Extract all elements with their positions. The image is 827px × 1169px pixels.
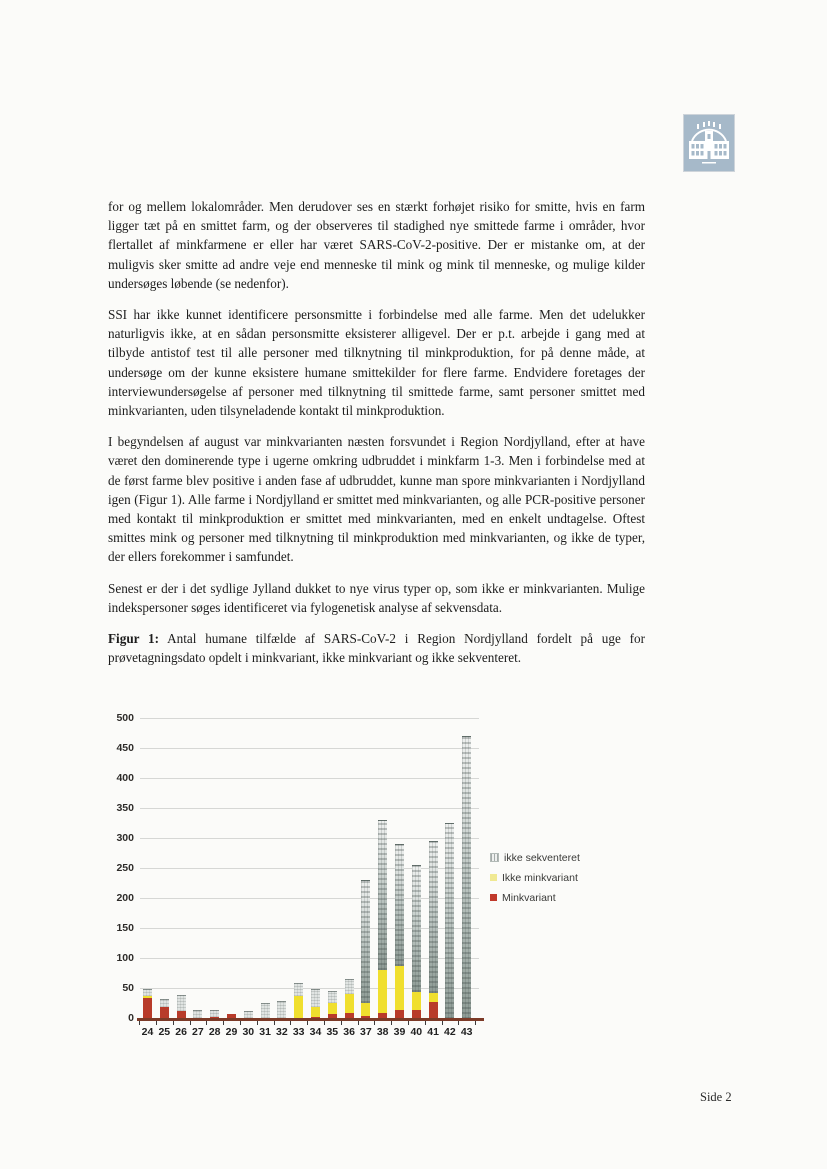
- ssi-building-logo: [684, 115, 734, 171]
- chart-legend: [490, 851, 580, 911]
- x-axis-tick-label: 41: [427, 1026, 439, 1038]
- legend-label: Ikke minkvariant: [502, 871, 578, 884]
- x-axis-tick-label: 38: [376, 1026, 389, 1038]
- x-axis-tick: [358, 1021, 359, 1025]
- x-axis-tick-label: 34: [309, 1026, 322, 1038]
- paragraph-1: for og mellem lokalområder. Men derudover ses en stærkt forhøjet risiko for smitte, hvis en farm ligger tæt på en smittet farm, og der observeres til stadighed nye smittede farme i områder, hvor flertallet af minkfarmene er eller har været SARS-CoV-2-positive. Der er mistanke om, at der muligvis sker smitte ad andre veje end menneske til mink og mink til menneske, og mulige kilder undersøges løbende (se nedenfor).: [108, 199, 645, 291]
- legend-label: Minkvariant: [502, 891, 556, 904]
- x-axis-tick: [274, 1021, 275, 1025]
- x-axis-tick-label: 29: [225, 1026, 238, 1038]
- gridline: [140, 718, 479, 719]
- gridline: [140, 778, 479, 779]
- x-axis-tick: [374, 1021, 375, 1025]
- x-axis-tick-label: 42: [444, 1026, 456, 1038]
- x-axis-tick-label: 39: [393, 1026, 406, 1038]
- page-number: Side 2: [700, 1090, 732, 1104]
- building-icon: [684, 115, 734, 171]
- x-axis-tick: [156, 1021, 157, 1025]
- y-axis-tick-label: 50: [122, 982, 134, 994]
- paragraph-4: Senest er der i det sydlige Jylland dukket to nye virus typer op, som ikke er minkvarianten. Mulige indekspersoner søges identificeret via fylogenetisk analyse af sekvensdata.: [108, 580, 645, 615]
- bar-segment-minkvariant: [177, 1010, 186, 1018]
- bar-segment-ikke-minkvariant: [378, 969, 387, 1013]
- gridline: [140, 838, 479, 839]
- bar-segment-ikke-sekventeret: [193, 1010, 202, 1018]
- paragraph-2: SSI har ikke kunnet identificere personsmitte i forbindelse med alle farme. Men det udelukker naturligvis ikke, at en sådan personsmitte eksisterer alligevel. Der er p.t. arbejde i gang med at tilbyde antistof test til alle personer med tilknytning til minkproduktion, for på denne måde, at undersøge om der kunne eksistere humane smittekilder for flere farme. Endvidere foretages der interviewundersøgelse af personer med tilknytning til smittede farme, samt personer smittet med minkvarianten, uden tilsyneladende kontakt til minkproduktion.: [108, 307, 645, 419]
- x-axis-tick: [458, 1021, 459, 1025]
- bar-segment-minkvariant: [160, 1006, 169, 1018]
- x-axis-tick: [324, 1021, 325, 1025]
- bar-segment-ikke-sekventeret: [395, 844, 404, 966]
- legend-swatch-icon: [490, 894, 497, 901]
- legend-item: [490, 871, 580, 884]
- bar-segment-ikke-minkvariant: [328, 1002, 337, 1015]
- y-axis-tick-label: 300: [116, 832, 134, 844]
- bar-segment-ikke-sekventeret: [445, 823, 454, 1019]
- x-axis-tick: [307, 1021, 308, 1025]
- x-axis-tick: [223, 1021, 224, 1025]
- legend-swatch-icon: [490, 874, 497, 881]
- y-axis-tick-label: 500: [116, 712, 134, 724]
- x-axis-tick-label: 26: [175, 1026, 187, 1038]
- body-text: [108, 197, 645, 679]
- bar-segment-ikke-minkvariant: [311, 1006, 320, 1017]
- x-axis-tick-label: 33: [292, 1026, 305, 1038]
- bar-segment-ikke-sekventeret: [361, 880, 370, 1003]
- x-axis-tick: [391, 1021, 392, 1025]
- x-axis-tick: [408, 1021, 409, 1025]
- figure-caption-label: Figur 1:: [108, 631, 160, 647]
- bar-segment-minkvariant: [395, 1010, 404, 1018]
- y-axis-tick-label: 250: [116, 862, 134, 874]
- y-axis-tick-label: 200: [116, 892, 134, 904]
- x-axis-tick-label: 40: [410, 1026, 423, 1038]
- x-axis-tick: [341, 1021, 342, 1025]
- bar-segment-ikke-sekventeret: [261, 1003, 270, 1018]
- y-axis-tick-label: 150: [116, 922, 134, 934]
- gridline: [140, 748, 479, 749]
- bar-segment-ikke-minkvariant: [429, 992, 438, 1003]
- legend-swatch-icon: [490, 853, 499, 862]
- x-axis-tick: [190, 1021, 191, 1025]
- legend-item: [490, 891, 580, 904]
- x-axis-tick: [240, 1021, 241, 1025]
- figure-caption: [108, 629, 645, 667]
- x-axis-tick: [425, 1021, 426, 1025]
- paragraph-3: I begyndelsen af august var minkvarianten næsten forsvundet i Region Nordjylland, efter at have været den dominerende type i ugerne omkring udbruddet i minkfarm 1-3. Men i forbindelse med at de først farme blev positive i anden fase af udbruddet, kunne man spore minkvarianten i Nordjylland igen (Figur 1). Alle farme i Nordjylland er smittet med minkvarianten, og alle PCR-positive personer med kontakt til minkproduktion er smittet med minkvarianten, med en enkelt undtagelse. Oftest smittes mink og personer med tilknytning til minkproduktion med minkvarianten, og ikke de typer, der ellers forekommer i samfundet.: [108, 434, 645, 565]
- x-axis-tick-label: 36: [343, 1026, 355, 1038]
- x-axis-tick-label: 32: [276, 1026, 288, 1038]
- figure-caption-text: Antal humane tilfælde af SARS-CoV-2 i Region Nordjylland fordelt på uge for prøvetagningsdato opdelt i minkvariant, ikke minkvariant og ikke sekventeret.: [108, 631, 646, 666]
- bar-segment-ikke-minkvariant: [294, 995, 303, 1018]
- bar-segment-ikke-sekventeret: [210, 1010, 219, 1018]
- x-axis-tick-label: 35: [326, 1026, 339, 1038]
- bar-segment-ikke-sekventeret: [412, 865, 421, 992]
- bar-segment-ikke-sekventeret: [177, 995, 186, 1011]
- x-axis-tick: [139, 1021, 140, 1025]
- x-axis-tick-label: 27: [192, 1026, 204, 1038]
- legend-item: [490, 851, 580, 864]
- y-axis-tick-label: 400: [116, 772, 134, 784]
- x-axis-tick-label: 30: [242, 1026, 255, 1038]
- figure-1-bar-chart: [0, 712, 827, 1062]
- y-axis-tick-label: 100: [116, 952, 134, 964]
- bar-segment-ikke-sekventeret: [462, 736, 471, 1019]
- bar-segment-ikke-sekventeret: [294, 983, 303, 996]
- bar-segment-ikke-minkvariant: [412, 991, 421, 1010]
- x-axis-tick-label: 24: [141, 1026, 154, 1038]
- bar-segment-ikke-sekventeret: [143, 989, 152, 995]
- x-axis-tick: [290, 1021, 291, 1025]
- x-axis-tick-label: 37: [360, 1026, 372, 1038]
- x-axis-tick: [442, 1021, 443, 1025]
- y-axis-tick-label: 0: [128, 1012, 134, 1024]
- bar-segment-ikke-sekventeret: [328, 991, 337, 1003]
- bar-segment-ikke-sekventeret: [429, 841, 438, 993]
- y-axis-tick-label: 350: [116, 802, 134, 814]
- x-axis-tick-label: 31: [259, 1026, 271, 1038]
- x-axis-tick-label: 43: [460, 1026, 473, 1038]
- bar-segment-minkvariant: [143, 998, 152, 1018]
- bar-segment-minkvariant: [429, 1002, 438, 1018]
- bar-segment-ikke-sekventeret: [345, 979, 354, 994]
- x-axis-tick-label: 25: [158, 1026, 171, 1038]
- gridline: [140, 808, 479, 809]
- x-axis-tick: [257, 1021, 258, 1025]
- bar-segment-minkvariant: [412, 1010, 421, 1018]
- bar-segment-ikke-minkvariant: [395, 965, 404, 1009]
- bar-segment-ikke-minkvariant: [345, 993, 354, 1013]
- x-axis-tick: [475, 1021, 476, 1025]
- legend-label: ikke sekventeret: [504, 851, 580, 864]
- bar-segment-ikke-sekventeret: [311, 989, 320, 1007]
- bar-segment-ikke-sekventeret: [160, 999, 169, 1007]
- bar-segment-ikke-minkvariant: [361, 1002, 370, 1016]
- bar-segment-ikke-sekventeret: [277, 1001, 286, 1018]
- x-axis-tick: [206, 1021, 207, 1025]
- bar-segment-ikke-sekventeret: [378, 820, 387, 970]
- x-axis-tick: [173, 1021, 174, 1025]
- y-axis-tick-label: 450: [116, 742, 134, 754]
- x-axis-tick-label: 28: [208, 1026, 221, 1038]
